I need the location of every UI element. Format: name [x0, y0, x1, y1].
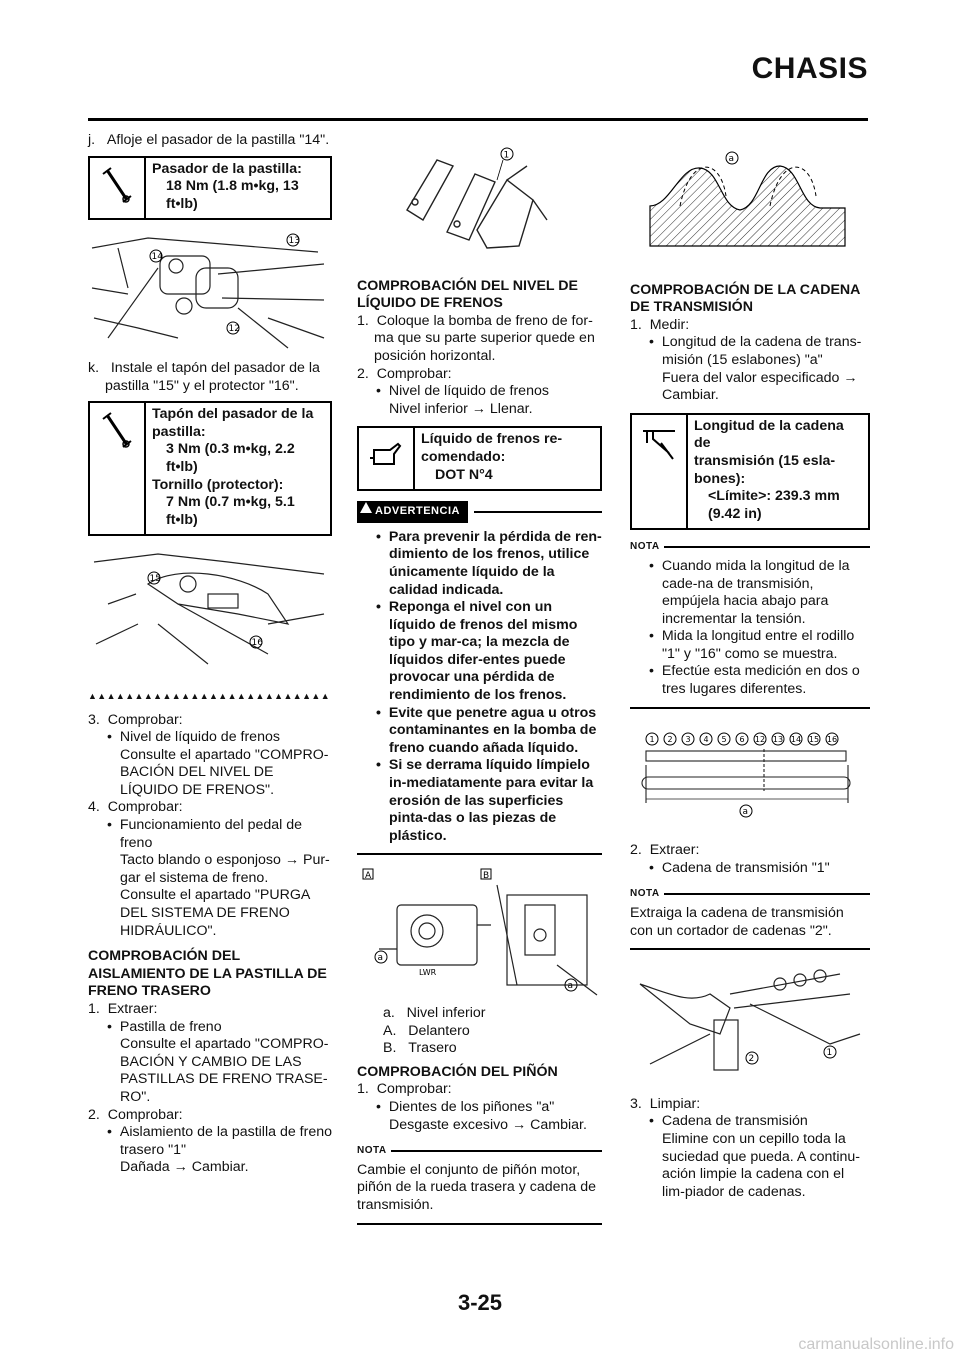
fluid-spec-box: [357, 426, 602, 491]
column-1: [88, 132, 332, 1177]
step-j: j. Afloje el pasador de la pastilla "14".: [88, 132, 330, 148]
ins-step-1: 1. Extraer:: [88, 1001, 158, 1017]
page-title: CHASIS: [751, 52, 868, 85]
chain-step-1: 1. Medir:: [630, 316, 690, 333]
spec2-line5: Tornillo (protector):: [152, 476, 284, 493]
brake-pad-figure: [357, 140, 602, 274]
nota2-header: [630, 885, 870, 903]
warning-item-1: • Para prevenir la pérdida de ren-dimiento de los frenos, utilice únicamente líquido de la calidad indicada.: [376, 528, 602, 598]
chain-spec-line4: <Límite>: 239.3 mm: [708, 488, 840, 505]
torque-wrench-icon: [90, 403, 146, 534]
chain-roller-callout: 13: [772, 734, 784, 744]
chain-step-2: 2. Extraer:: [630, 842, 700, 859]
page-number: 3-25: [457, 1290, 503, 1315]
column-2: [357, 140, 602, 1231]
spec1-line1: Pasador de la pastilla:: [152, 160, 302, 177]
nota-text: Cambie el conjunto de piñón motor, piñón de la rueda trasera y cadena de transmisión.: [357, 1161, 596, 1213]
spec2-line7: ft•lb): [166, 511, 198, 528]
warning-triangle-icon: [360, 502, 372, 513]
fig-callout-a-front: a: [377, 953, 384, 964]
oil-can-icon: [359, 428, 415, 489]
cutter-callout-2: 2: [748, 1054, 755, 1065]
ins-step-2: 2. Comprobar:: [88, 1106, 183, 1123]
sprocket-teeth-figure: [630, 146, 870, 278]
ins-step-2-bullet: • Aislamiento de la pastilla de freno trasero "1": [107, 1124, 332, 1158]
nota-item-2: • Mida la longitud entre el rodillo "1" y "16" como se muestra.: [649, 628, 855, 662]
chain-spec-box: [630, 413, 870, 531]
fig-callout-a-rear: a: [567, 981, 574, 992]
chain-roller-callout: 2: [667, 734, 673, 744]
warning-item-2: • Reponga el nivel con un líquido de frenos del mismo tipo y mar-ca; la mezcla de líquidos difer-entes puede provocar una pérdida de rendimiento de los frenos.: [376, 599, 578, 704]
sprocket-step-1-bullet: • Dientes de los piñones "a": [376, 1098, 555, 1115]
spec2-line6: 7 Nm (0.7 m•kg, 5.1: [166, 494, 295, 511]
chain-step-3: 3. Limpiar:: [630, 1095, 701, 1112]
legend-A: A. Delantero: [383, 1022, 470, 1039]
step-4-text-1: Tacto blando o esponjoso → Pur-gar el sistema de freno.: [120, 852, 330, 886]
chain-roller-callout: 12: [754, 734, 766, 744]
step-4-text-2: Consulte el apartado "PURGA DEL SISTEMA DE FRENO HIDRÁULICO".: [120, 887, 310, 939]
nota2-text: Extraiga la cadena de transmisión con un cortador de cadenas "2".: [630, 905, 844, 939]
chain-step-3-bullet: • Cadena de transmisión: [649, 1113, 808, 1130]
step-k: k. Instale el tapón del pasador de la pastilla "15" y el protector "16".: [88, 359, 320, 394]
legend-B: B. Trasero: [383, 1040, 457, 1057]
chain-step-2-bullet: • Cadena de transmisión "1": [649, 859, 830, 876]
nota-label: NOTA: [630, 541, 660, 553]
step-3-bullet: • Nivel de líquido de frenos: [107, 729, 280, 746]
spec2-line2: pastilla:: [152, 423, 206, 440]
chain-roller-callout: 1: [649, 734, 655, 744]
chain-spec-line2: transmisión (15 esla-: [694, 452, 836, 469]
step-3-text: Consulte el apartado "COMPRO-BACIÓN DEL NIVEL DE LÍQUIDO DE FRENOS".: [120, 746, 329, 798]
fig1-callout-14: 14: [151, 252, 163, 263]
chain-roller-callout: 15: [808, 734, 820, 744]
spec2-line3: 3 Nm (0.3 m•kg, 2.2: [166, 441, 295, 458]
torque-wrench-icon: [90, 158, 146, 219]
ins-step-2-text: Dañada → Cambiar.: [120, 1159, 249, 1176]
chain-spec-line5: (9.42 in): [708, 505, 762, 522]
nota-header: [357, 1142, 602, 1160]
fluid-spec-line3: DOT N°4: [435, 466, 493, 483]
nota-item-3: • Efectúe esta medición en dos o tres lugares diferentes.: [649, 663, 860, 698]
chain-spec-line3: bones):: [694, 470, 746, 487]
warning-item-4: • Si se derrama líquido límpielo in-mediatamente para evitar la erosión de las superficies pinta-das o las piezas de plástico.: [376, 757, 594, 844]
spec2-line1: Tapón del pasador de la: [152, 406, 314, 423]
watermark: carmanualsonline.info: [798, 1336, 954, 1353]
warning-label: ADVERTENCIA: [375, 505, 460, 518]
ins-step-1-bullet: • Pastilla de freno: [107, 1018, 222, 1035]
fluid-spec-line1: Líquido de frenos re-: [421, 431, 563, 448]
chain-cutter-figure: [630, 964, 870, 1086]
nota-item-1: • Cuando mida la longitud de la cade-na de transmisión, empújela hacia abajo para incrementar la tensión.: [649, 557, 850, 627]
fluid-step-2-bullet: • Nivel de líquido de frenos: [376, 383, 549, 400]
chain-roller-callout: 16: [826, 734, 838, 744]
chain-step-1-text: Fuera del valor especificado → Cambiar.: [662, 369, 858, 404]
fig-lwr-mark: LWR: [419, 968, 437, 978]
header-rule: [88, 118, 868, 121]
section-title-insulation: COMPROBACIÓN DEL AISLAMIENTO DE LA PASTILLA DE FRENO TRASERO: [88, 948, 327, 1000]
warning-item-3: • Evite que penetre agua u otros contaminantes en la bomba de freno cuando añada líquido.: [376, 704, 597, 756]
nota-header: [630, 538, 870, 556]
torque-spec-box-2: [88, 401, 332, 536]
chain-roller-callout: 6: [739, 734, 745, 744]
nota2-label: NOTA: [630, 888, 660, 900]
fig1-callout-12: 12: [228, 324, 240, 335]
spec2-line4: ft•lb): [166, 458, 198, 475]
master-cylinder-figure: [357, 865, 602, 1003]
warning-end-triangles: ▲▲▲▲▲▲▲▲▲▲▲▲▲▲▲▲▲▲▲▲▲▲▲▲▲▲: [88, 690, 331, 701]
chain-callout-a: a: [742, 806, 749, 817]
chain-length-figure: [630, 729, 870, 831]
spec1-line2: 18 Nm (1.8 m•kg, 13: [166, 178, 299, 195]
warning-header: [357, 501, 602, 523]
chain-step-1-bullet: • Longitud de la cadena de trans-misión (15 eslabones) "a": [649, 334, 862, 368]
caliper-figure-1: [88, 228, 332, 356]
fig-label-B: B: [483, 871, 490, 882]
step-4-bullet: • Funcionamiento del pedal de freno: [107, 817, 303, 851]
section-title-sprocket: COMPROBACIÓN DEL PIÑÓN: [357, 1063, 558, 1080]
fluid-step-2: 2. Comprobar:: [357, 365, 452, 382]
chain-roller-callout: 14: [790, 734, 802, 744]
column-3: [630, 146, 870, 1201]
chain-step-3-text: Elimine con un cepillo toda la suciedad que pueda. A continu-ación limpie la cadena con el lim-piador de cadenas.: [662, 1131, 860, 1200]
chain-roller-callout: 5: [721, 734, 727, 744]
section-title-fluid: COMPROBACIÓN DEL NIVEL DE LÍQUIDO DE FRENOS: [357, 277, 578, 312]
fluid-step-2-text: Nivel inferior → Llenar.: [389, 400, 533, 417]
fig2-callout-16: 16: [251, 638, 263, 649]
fig2-callout-15: 15: [149, 574, 161, 585]
cutter-callout-1: 1: [826, 1048, 833, 1059]
legend-a: a. Nivel inferior: [383, 1005, 486, 1021]
torque-spec-box-1: [88, 156, 332, 221]
step-4: 4. Comprobar:: [88, 799, 183, 816]
ins-step-1-text: Consulte el apartado "COMPRO-BACIÓN Y CAMBIO DE LAS PASTILLAS DE FRENO TRASE-RO".: [120, 1036, 329, 1105]
spec1-line3: ft•lb): [166, 195, 198, 212]
caliper-gauge-icon: [632, 415, 688, 529]
sprocket-step-1-text: Desgaste excesivo → Cambiar.: [389, 1116, 587, 1133]
chain-spec-line1: Longitud de la cadena de: [694, 417, 844, 452]
nota-label: NOTA: [357, 1145, 387, 1157]
sprocket-step-1: 1. Comprobar:: [357, 1081, 452, 1098]
fig1-callout-13: 13: [288, 236, 300, 247]
chain-roller-callout: 4: [703, 734, 709, 744]
fig-callout-1: 1: [503, 150, 510, 161]
fig-label-A: A: [365, 871, 372, 882]
fluid-step-1: 1. Coloque la bomba de freno de for-ma que su parte superior quede en posición horizontal.: [357, 312, 595, 364]
section-title-chain: COMPROBACIÓN DE LA CADENA DE TRANSMISIÓN: [630, 281, 860, 316]
chain-roller-callout: 3: [685, 734, 691, 744]
fig-callout-a: a: [728, 154, 735, 164]
caliper-figure-2: [88, 544, 332, 680]
fluid-spec-line2: comendado:: [421, 448, 506, 465]
step-3: 3. Comprobar:: [88, 711, 183, 728]
